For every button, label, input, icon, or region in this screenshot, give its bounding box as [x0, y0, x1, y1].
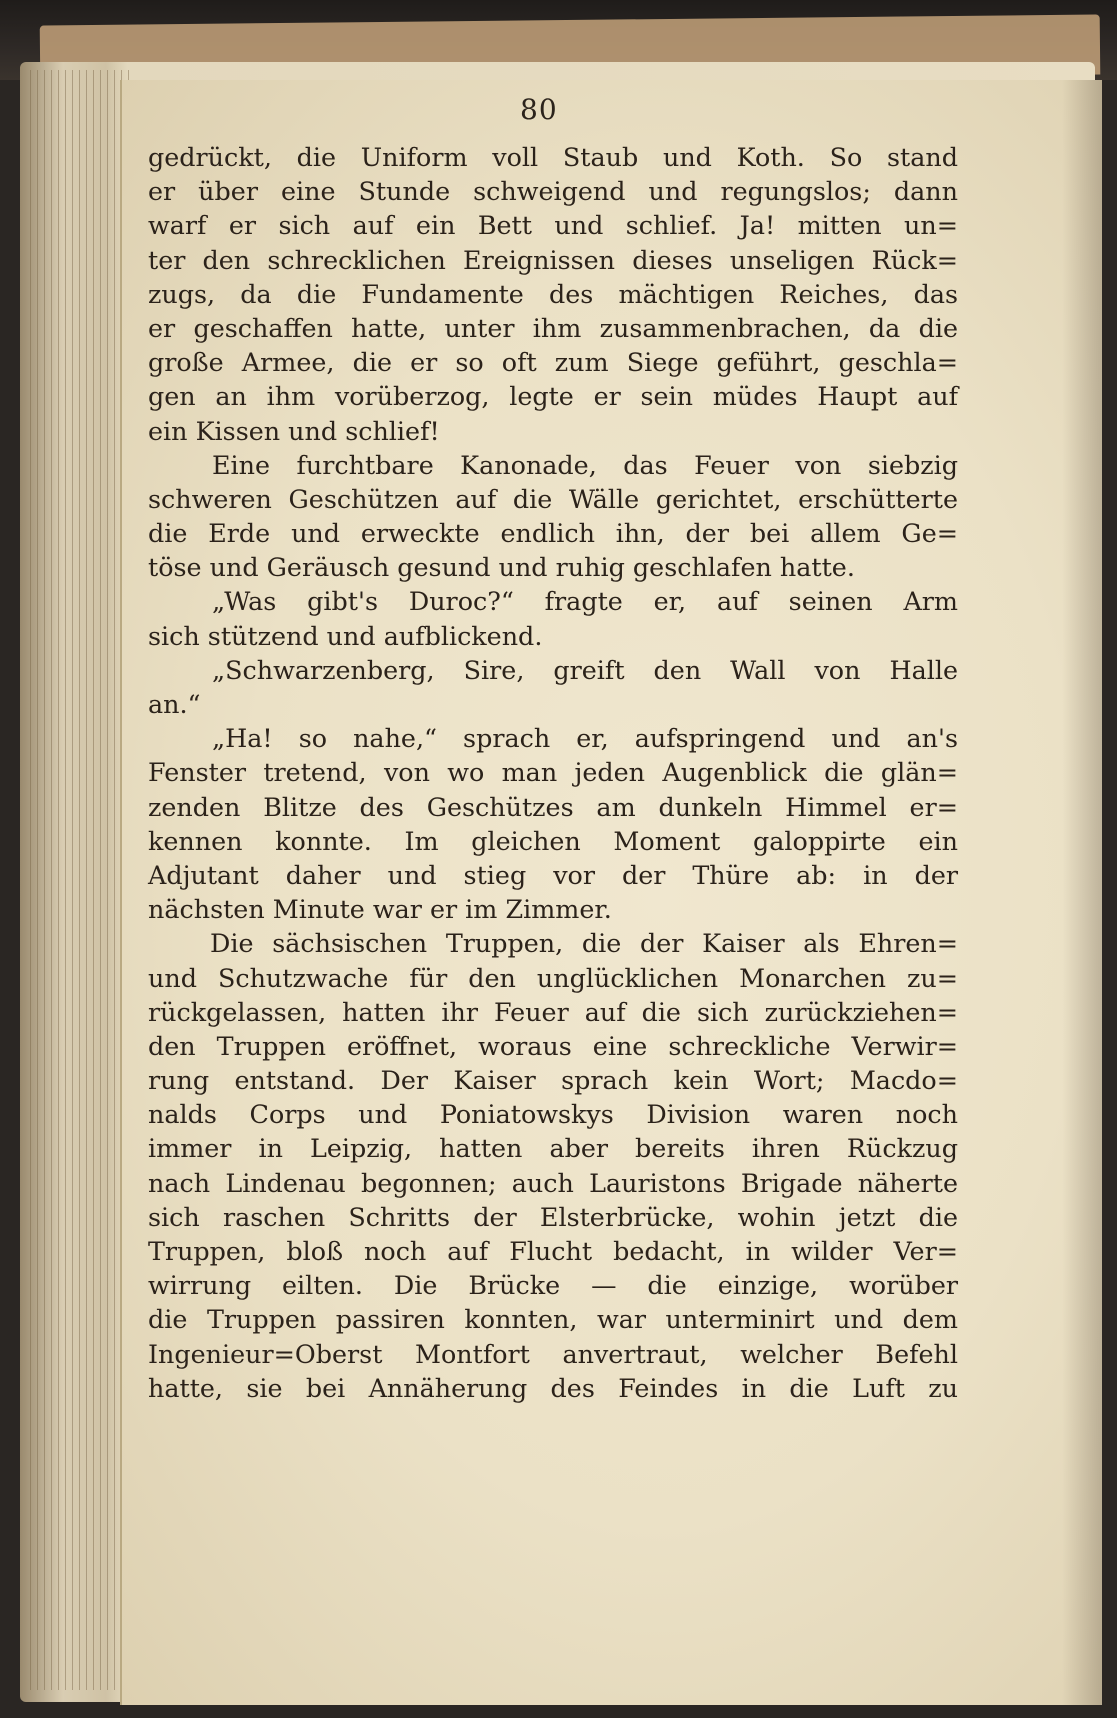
text-line: immer in Leipzig, hatten aber bereits ihren Rückzug — [148, 1133, 958, 1164]
text-line: Adjutant daher und stieg vor der Thüre ab: in der — [148, 859, 958, 890]
text-line: ter den schrecklichen Ereignissen dieses unseligen Rück= — [148, 244, 958, 275]
text-line: nalds Corps und Poniatowskys Division waren noch — [148, 1099, 958, 1130]
text-line: kennen konnte. Im gleichen Moment galoppirte ein — [148, 825, 958, 856]
text-line: sich raschen Schritts der Elsterbrücke, wohin jetzt die — [148, 1201, 958, 1232]
text-line: rückgelassen, hatten ihr Feuer auf die sich zurückziehen= — [148, 996, 958, 1027]
text-line: schweren Geschützen auf die Wälle gerichtet, erschütterte — [148, 483, 958, 514]
body-text — [148, 140, 958, 1405]
text-line: er über eine Stunde schweigend und regungslos; dann — [148, 176, 958, 207]
page-gutter-shadow — [1062, 80, 1102, 1705]
text-line: zugs, da die Fundamente des mächtigen Reiches, das — [148, 278, 958, 309]
text-line: den Truppen eröffnet, woraus eine schreckliche Verwir= — [148, 1030, 958, 1061]
text-line: wirrung eilten. Die Brücke — die einzige, worüber — [148, 1270, 958, 1301]
text-line: Fenster tretend, von wo man jeden Augenblick die glän= — [148, 757, 958, 788]
text-line: rung entstand. Der Kaiser sprach kein Wort; Macdo= — [148, 1065, 958, 1096]
text-line: warf er sich auf ein Bett und schlief. Ja! mitten un= — [148, 210, 958, 241]
text-line: nächsten Minute war er im Zimmer. — [148, 894, 612, 925]
text-line: „Was gibt's Duroc?“ fragte er, auf seinen Arm — [212, 586, 958, 617]
text-line: nach Lindenau begonnen; auch Lauristons Brigade näherte — [148, 1167, 958, 1198]
text-line: Die sächsischen Truppen, die der Kaiser als Ehren= — [210, 928, 958, 959]
text-line: er geschaffen hatte, unter ihm zusammenbrachen, da die — [148, 312, 958, 343]
text-line: Eine furchtbare Kanonade, das Feuer von siebzig — [212, 449, 958, 480]
text-line: töse und Geräusch gesund und ruhig geschlafen hatte. — [148, 552, 855, 583]
text-line: „Schwarzenberg, Sire, greift den Wall von Halle — [212, 654, 958, 685]
text-line: ein Kissen und schlief! — [148, 415, 440, 446]
page-edges — [30, 70, 130, 1690]
text-line: Truppen, bloß noch auf Flucht bedacht, in wilder Ver= — [148, 1236, 958, 1266]
text-line: die Truppen passiren konnten, war unterminirt und dem — [148, 1304, 958, 1335]
page-number: 80 — [520, 93, 558, 126]
text-line: sich stützend und aufblickend. — [148, 620, 543, 651]
text-line: gedrückt, die Uniform voll Staub und Koth. So stand — [148, 142, 958, 172]
text-line: zenden Blitze des Geschützes am dunkeln Himmel er= — [148, 791, 958, 822]
text-line: die Erde und erweckte endlich ihn, der bei allem Ge= — [148, 518, 958, 549]
text-line: große Armee, die er so oft zum Siege geführt, geschla= — [148, 347, 958, 378]
text-line: gen an ihm vorüberzog, legte er sein müdes Haupt auf — [148, 381, 958, 412]
text-line: „Ha! so nahe,“ sprach er, aufspringend und an's — [212, 723, 958, 754]
text-line: Ingenieur=Oberst Montfort anvertraut, welcher Befehl — [148, 1338, 958, 1369]
text-line: hatte, sie bei Annäherung des Feindes in die Luft zu — [148, 1372, 958, 1403]
text-line: und Schutzwache für den unglücklichen Monarchen zu= — [148, 962, 958, 993]
text-line: an.“ — [148, 689, 201, 719]
